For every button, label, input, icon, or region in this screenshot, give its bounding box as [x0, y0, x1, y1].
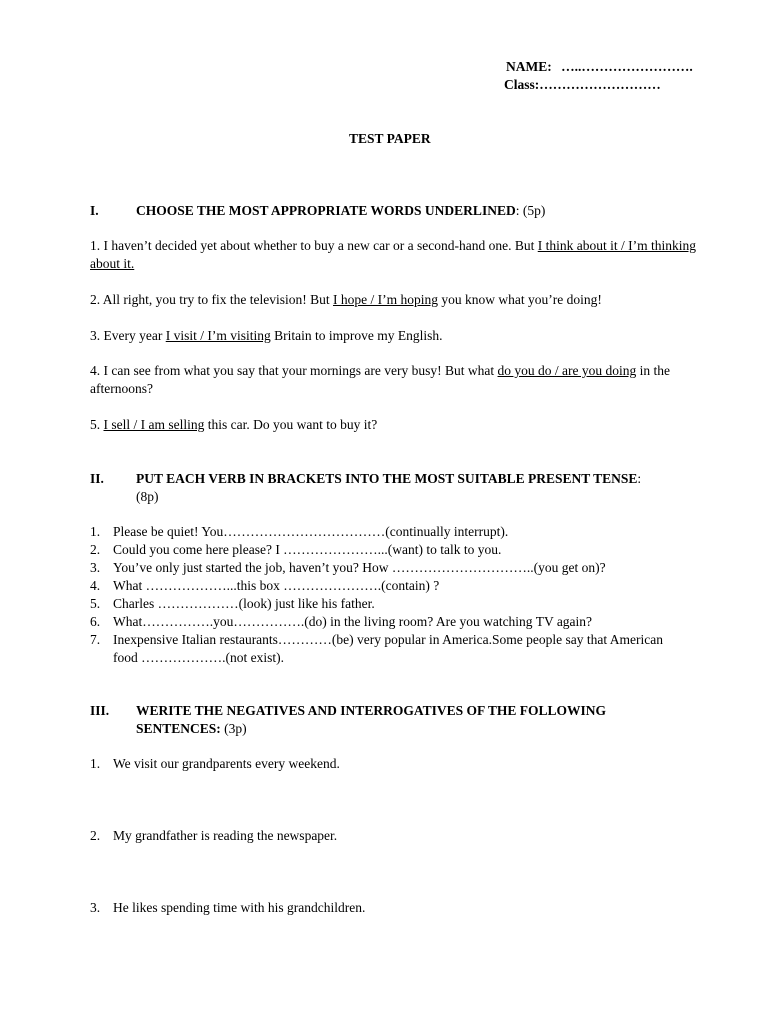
list-item [90, 577, 710, 595]
item-text: You’ve only just started the job, haven’t you? How …………………………..(you get on)? [113, 560, 606, 575]
item-choice: I think about it / I’m thinking about it. [90, 238, 696, 271]
list-item [90, 541, 710, 559]
section-2-number: II. [90, 471, 104, 486]
section-3-points: (3p) [220, 721, 247, 736]
section-3-number: III. [90, 703, 110, 718]
item-text: Inexpensive Italian restaurants…………(be) very popular in America.Some people say that American food ……………….(not exist). [113, 632, 663, 665]
section-1-item-5 [90, 416, 710, 434]
item-text: 1. I haven’t decided yet about whether to buy a new car or a second-hand one. But [90, 238, 538, 253]
item-text: 4. I can see from what you say that your mornings are very busy! But what [90, 363, 498, 378]
section-2-list [90, 523, 710, 667]
item-text: Charles ………………(look) just like his father. [113, 596, 375, 611]
item-choice: I visit / I’m visiting [165, 328, 271, 343]
name-blank: …..……………………. [561, 59, 693, 74]
item-number: 5. [90, 596, 101, 611]
item-text: 2. All right, you try to fix the television! But [90, 292, 333, 307]
item-text: We visit our grandparents every weekend. [113, 756, 340, 771]
item-text: He likes spending time with his grandchildren. [113, 900, 366, 915]
item-text: 5. [90, 417, 104, 432]
section-2-points: :(8p) [136, 471, 642, 504]
item-number: 2. [90, 542, 101, 557]
item-number: 4. [90, 578, 101, 593]
item-number: 3. [90, 560, 101, 575]
item-text: you know what you’re doing! [437, 292, 602, 307]
item-text: this car. Do you want to buy it? [204, 417, 378, 432]
item-text: in the afternoons? [90, 363, 671, 396]
item-text: My grandfather is reading the newspaper. [113, 828, 338, 843]
section-2-title: PUT EACH VERB IN BRACKETS INTO THE MOST SUITABLE PRESENT TENSE [136, 471, 638, 486]
class-line [504, 77, 661, 93]
item-number: 3. [90, 900, 101, 915]
list-item [90, 613, 710, 631]
item-choice: I sell / I am selling [103, 417, 205, 432]
item-text: Could you come here please? I …………………...(want) to talk to you. [113, 542, 502, 557]
item-text: Please be quiet! You………………………………(continually interrupt). [113, 524, 509, 539]
item-number: 6. [90, 614, 101, 629]
class-label: Class: [504, 77, 540, 92]
item-number: 1. [90, 524, 101, 539]
section-1-points: : (5p) [515, 203, 546, 218]
list-item [90, 631, 710, 667]
section-1-title: CHOOSE THE MOST APPROPRIATE WORDS UNDERLINED [136, 203, 516, 218]
list-item [90, 559, 710, 577]
section-3-title: WERITE THE NEGATIVES AND INTERROGATIVES OF THE FOLLOWING SENTENCES: [136, 703, 606, 736]
section-1-item-3 [90, 327, 710, 345]
page-title: TEST PAPER [349, 131, 431, 146]
item-choice: I hope / I’m hoping [332, 292, 438, 307]
list-item [90, 523, 710, 541]
name-label: NAME: [506, 59, 552, 74]
item-number: 2. [90, 828, 101, 843]
item-number: 1. [90, 756, 101, 771]
list-item [90, 595, 710, 613]
item-number: 7. [90, 632, 101, 647]
section-1-item-1 [90, 237, 710, 273]
class-blank: ……………………… [539, 77, 661, 92]
item-text: What…………….you…………….(do) in the living room? Are you watching TV again? [113, 614, 593, 629]
name-line [506, 59, 693, 75]
section-1-item-4 [90, 362, 710, 398]
item-choice: do you do / are you doing [497, 363, 637, 378]
section-1-item-2 [90, 291, 710, 309]
item-text: What ………………...this box ………………….(contain) ? [113, 578, 440, 593]
item-text: 3. Every year [90, 328, 166, 343]
section-1-number: I. [90, 203, 99, 218]
item-text: Britain to improve my English. [270, 328, 443, 343]
